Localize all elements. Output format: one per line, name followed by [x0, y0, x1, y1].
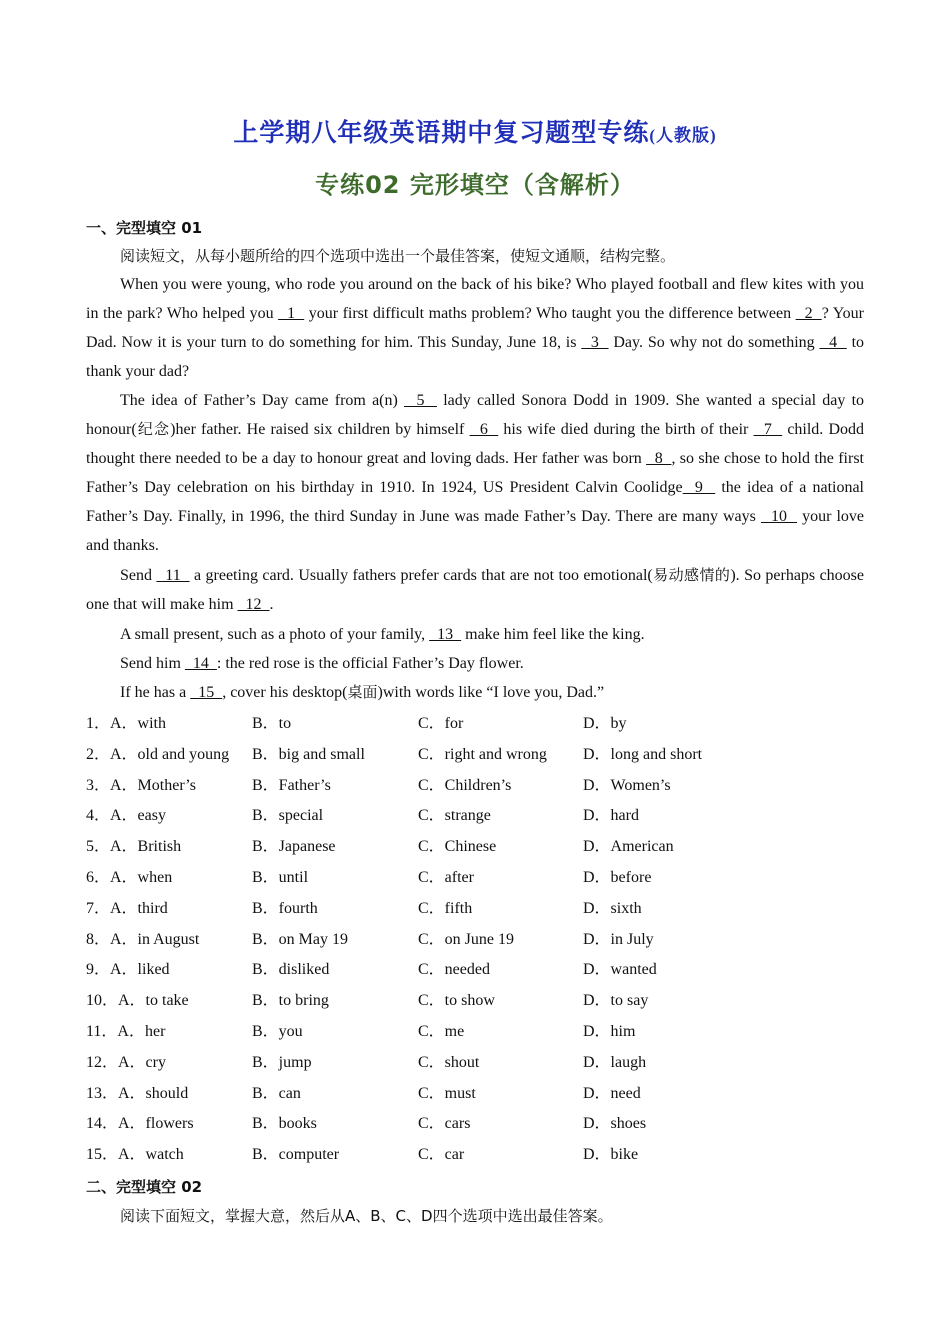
- document-subtitle: 专练02 完形填空（含解析）: [315, 171, 635, 199]
- options-list: [86, 709, 886, 1171]
- section-1-instruction: 阅读短文，从每小题所给的四个选项中选出一个最佳答案，使短文通顺，结构完整。: [120, 247, 676, 265]
- title-edition: (人教版): [649, 126, 717, 145]
- blank-11: 11: [156, 567, 190, 584]
- option-row-2: 2．A．old and young B．big and small C．right and wrong D．long and short: [86, 745, 703, 763]
- blank-10: 10: [760, 508, 798, 525]
- option-row-14: 14．A．flowers B．books C．cars D．shoes: [86, 1115, 647, 1133]
- section-1-heading: 一、完型填空 01: [86, 219, 203, 237]
- title-main: 上学期八年级英语期中复习题型专练: [233, 118, 650, 147]
- blank-12: 12: [237, 596, 270, 613]
- blank-15: 15: [190, 684, 223, 701]
- option-row-7: 7．A．third B．fourth C．fifth D．sixth: [86, 899, 642, 917]
- option-row-12: 12．A．cry B．jump C．shout D．laugh: [86, 1053, 647, 1071]
- option-row-4: 4．A．easy B．special C．strange D．hard: [86, 807, 639, 825]
- option-row-6: 6．A．when B．until C．after D．before: [86, 868, 652, 886]
- passage-paragraph-3: Send 11 a greeting card. Usually fathers prefer cards that are not too emotional(易动感情的). So perhaps choose one that will make him 12 .: [86, 566, 865, 613]
- blank-14: 14: [184, 655, 217, 672]
- option-row-8: 8．A．in August B．on May 19 C．on June 19 D．in July: [86, 930, 654, 948]
- blank-1: 1: [278, 305, 305, 322]
- blank-5: 5: [404, 392, 437, 409]
- option-row-11: 11．A．her B．you C．me D．him: [86, 1022, 636, 1040]
- option-row-1: 1．A．with B．to C．for D．by: [86, 715, 627, 732]
- blank-8: 8: [646, 450, 672, 467]
- passage-paragraph-5: Send him 14 : the red rose is the official Father’s Day flower.: [120, 655, 524, 672]
- option-row-9: 9．A．liked B．disliked C．needed D．wanted: [86, 961, 657, 979]
- section-2-heading: 二、完型填空 02: [86, 1178, 203, 1196]
- blank-13: 13: [429, 626, 462, 643]
- option-row-3: 3．A．Mother’s B．Father’s C．Children’s D．Women’s: [86, 776, 671, 794]
- blank-4: 4: [819, 334, 847, 351]
- blank-9: 9: [682, 479, 716, 496]
- option-row-10: 10．A．to take B．to bring C．to show D．to say: [86, 992, 649, 1010]
- blank-6: 6: [469, 421, 499, 438]
- section-2-instruction: 阅读下面短文，掌握大意，然后从A、B、C、D四个选项中选出最佳答案。: [120, 1207, 613, 1225]
- document-title: [0, 113, 950, 149]
- option-row-13: 13．A．should B．can C．must D．need: [86, 1084, 641, 1102]
- passage-paragraph-4: A small present, such as a photo of your family, 13 make him feel like the king.: [120, 626, 645, 643]
- passage-paragraph-6: If he has a 15 , cover his desktop(桌面)with words like “I love you, Dad.”: [120, 683, 605, 701]
- blank-7: 7: [753, 421, 783, 438]
- blank-2: 2: [795, 305, 822, 322]
- passage-paragraph-1: When you were young, who rode you around on the back of his bike? Who played football and flew kites with you in the park? Who helped you 1 your first difficult maths problem? Who taught you the difference between 2 ? Your Dad. Now it is your turn to do something for him. This Sunday, June 18, is 3 Day. So why not do something 4 to thank your dad?: [86, 276, 865, 380]
- passage-paragraph-2: The idea of Father’s Day came from a(n) 5 lady called Sonora Dodd in 1909. She wanted a special day to honour(纪念)her father. He raised six children by himself 6 his wife died during the birth of their 7 child. Dodd thought there needed to be a day to honour great and loving dads. Her father was born 8 , so she chose to hold the first Father’s Day celebration on his birthday in 1910. In 1924, US President Calvin Coolidge 9 the idea of a national Father’s Day. Finally, in 1996, the third Sunday in June was made Father’s Day. There are many ways 10 your love and thanks.: [86, 392, 865, 554]
- option-row-5: 5．A．British B．Japanese C．Chinese D．American: [86, 838, 674, 856]
- blank-3: 3: [581, 334, 609, 351]
- option-row-15: 15．A．watch B．computer C．car D．bike: [86, 1146, 639, 1164]
